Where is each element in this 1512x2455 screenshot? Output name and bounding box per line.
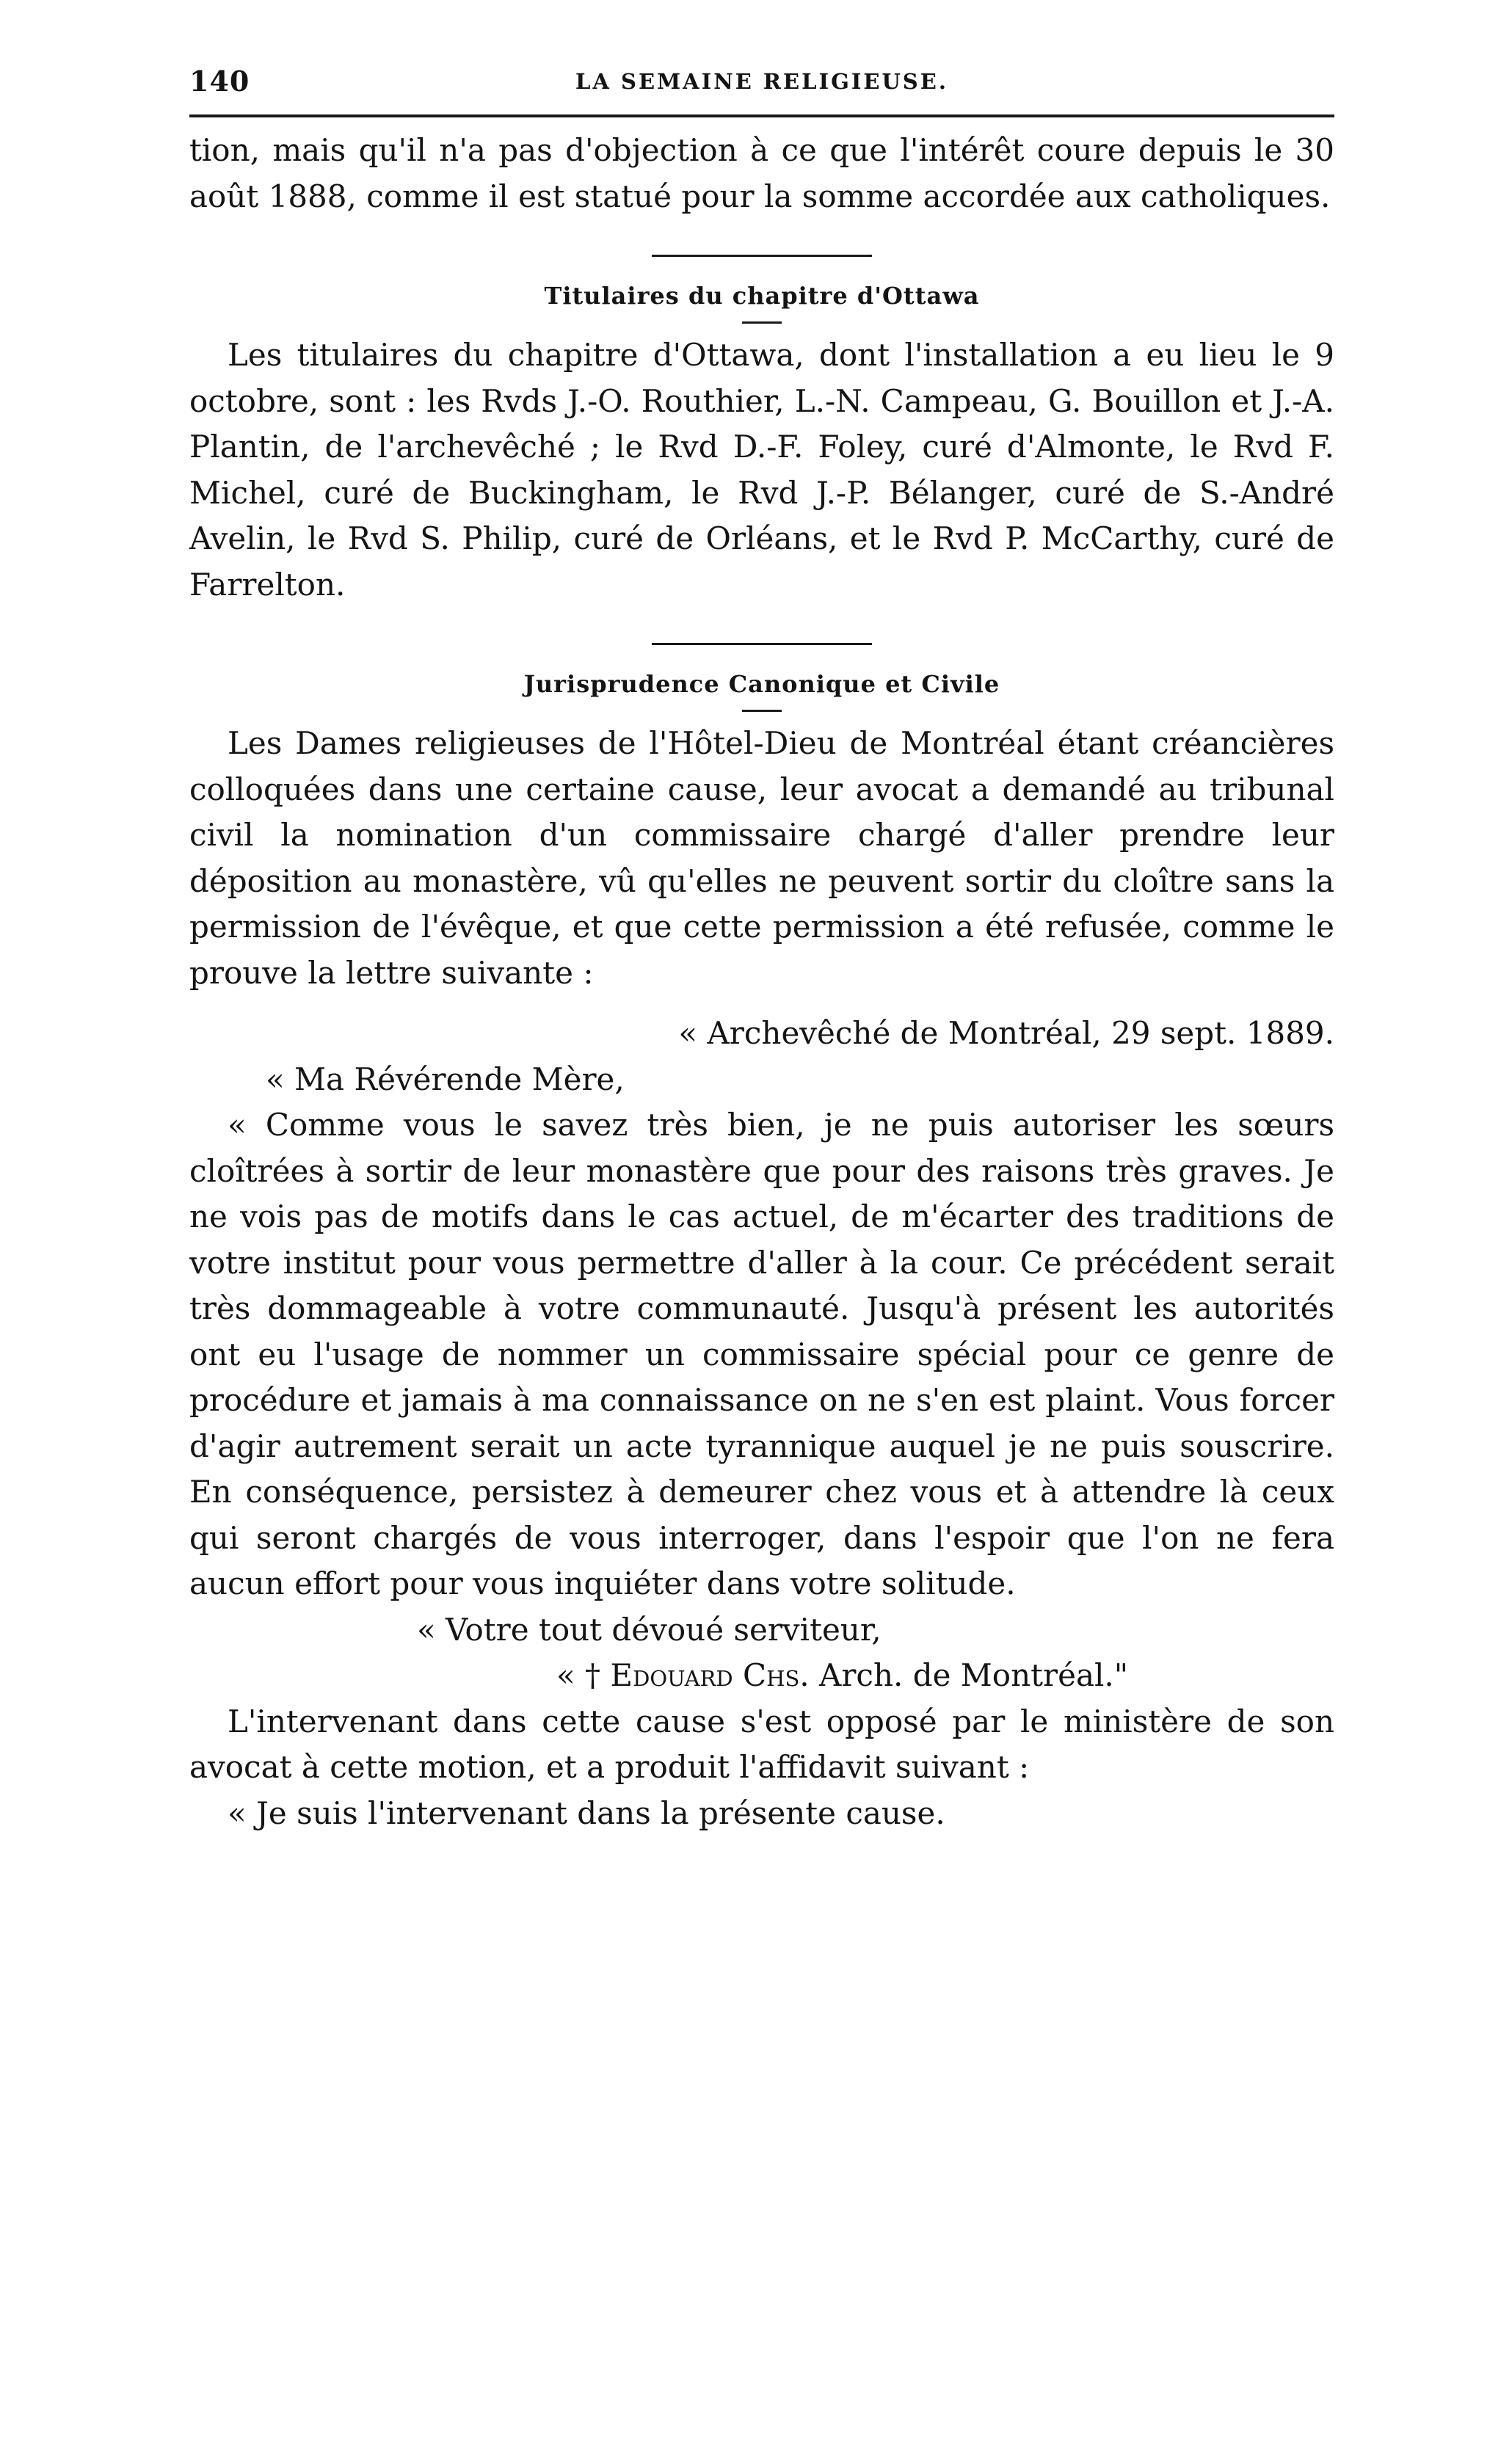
letter-closing: « Votre tout dévoué serviteur,: [417, 1611, 882, 1648]
jurisprudence-paragraph: Les Dames religieuses de l'Hôtel-Dieu de Montréal étant créancières colloquées dans une certaine cause, leur avocat a demandé au tribunal civil la nomination d'un commissaire chargé d'aller prendre leur déposition au monastère, vû qu'elles ne peuvent sortir du cloître sans la permission de l'évêque, et que cette permission a été refusée, comme le prouve la lettre suivante :: [189, 725, 1334, 991]
ottawa-paragraph: Les titulaires du chapitre d'Ottawa, dont l'installation a eu lieu le 9 octobre, sont : les Rvds J.-O. Routhier, L.-N. Campeau, G. Bouillon et J.-A. Plantin, de l'archevêché ; le Rvd D.-F. Foley, curé d'Almonte, le Rvd F. Michel, curé de Buckingham, le Rvd J.-P. Bélanger, curé de S.-André Avelin, le Rvd S. Philip, curé de Orléans, et le Rvd P. McCarthy, curé de Farrelton.: [189, 337, 1334, 603]
section-separator: [652, 643, 872, 645]
header-rule: [189, 114, 1334, 117]
affidavit-start: « Je suis l'intervenant dans la présente cause.: [228, 1794, 945, 1831]
heading-dash: [742, 710, 782, 712]
page-number: 140: [189, 65, 250, 98]
running-title: LA SEMAINE RELIGIEUSE.: [575, 69, 948, 94]
letter-salutation: « Ma Révérende Mère,: [266, 1061, 625, 1097]
body-text: [189, 128, 1334, 1836]
section-heading-jurisprudence: Jurisprudence Canonique et Civile: [523, 670, 1000, 698]
section-heading-ottawa: Titulaires du chapitre d'Ottawa: [544, 282, 980, 310]
signature-suffix: Arch. de Montréal.": [809, 1657, 1129, 1693]
letter-body: « Comme vous le savez très bien, je ne puis autoriser les sœurs cloîtrées à sortir de leur monastère que pour des raisons très graves. Je ne vois pas de motifs dans le cas actuel, de m'écarter des traditions de votre institut pour vous permettre d'aller à la cour. Ce précédent serait très dommageable à votre communauté. Jusqu'à présent les autorités ont eu l'usage de nommer un commissaire spécial pour ce genre de procédure et jamais à ma connaissance on ne s'en est plaint. Vous forcer d'agir autrement serait un acte tyrannique auquel je ne puis souscrire. En conséquence, persistez à demeurer chez vous et à attendre là ceux qui seront chargés de vous interroger, dans l'espoir que l'on ne fera aucun effort pour vous inquiéter dans votre solitude.: [189, 1107, 1334, 1601]
heading-dash: [742, 321, 782, 324]
after-letter-paragraph: L'intervenant dans cette cause s'est opposé par le ministère de son avocat à cette motion, et a produit l'affidavit suivant :: [189, 1703, 1334, 1785]
letter-signature: [556, 1653, 1334, 1699]
document-page: [189, 59, 1334, 1836]
intro-paragraph: tion, mais qu'il n'a pas d'objection à ce que l'intérêt coure depuis le 30 août 1888, comme il est statué pour la somme accordée aux catholiques.: [189, 132, 1334, 214]
signature-name: Edouard Chs.: [610, 1657, 810, 1693]
signature-prefix: « †: [556, 1657, 611, 1693]
running-head: [189, 59, 1334, 110]
letter-date-line: « Archevêché de Montréal, 29 sept. 1889.: [678, 1015, 1334, 1051]
section-separator: [652, 255, 872, 257]
